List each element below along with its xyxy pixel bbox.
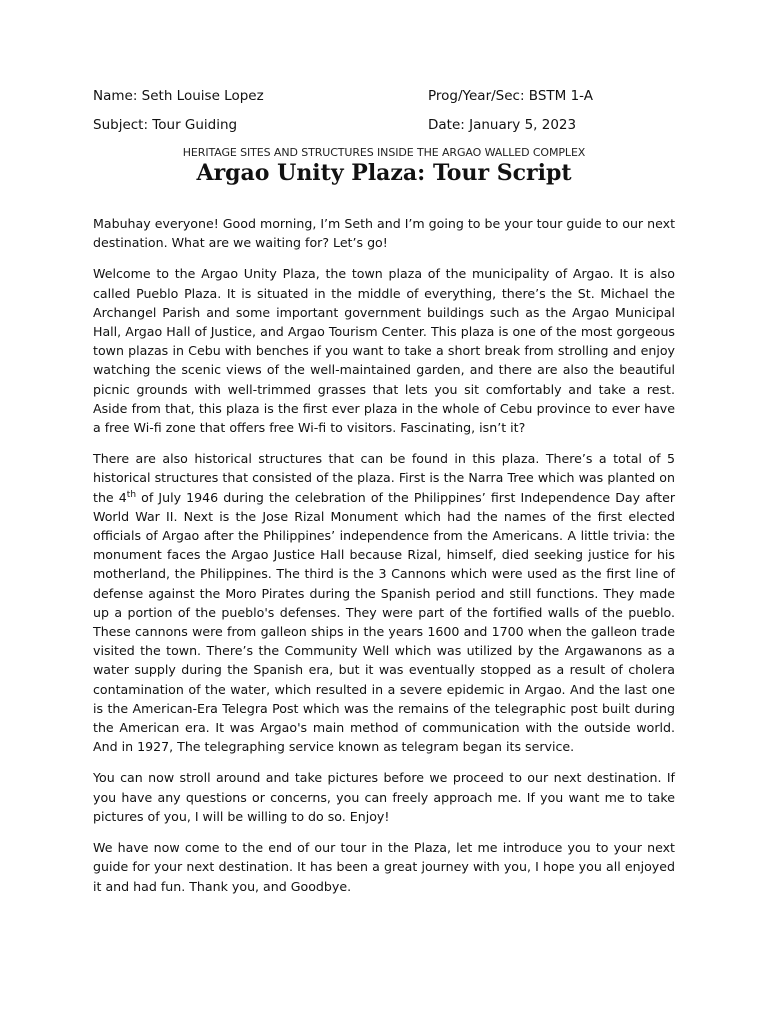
paragraph-historical-part2: of July 1946 during the celebration of the Philippines’ first Independence Day after World War II. Next is the Jose Rizal Monument which had the names of the first elected officials of Argao after the Philippines’ independence from the Americans. A little trivia: the monument faces the Argao Justice Hall because Rizal, himself, died seeking justice for his motherland, the Philippines. The third is the 3 Cannons which were used as the first line of defense against the Moro Pirates during the Spanish period and still functions. They made up a portion of the pueblo's defenses. They were part of the fortified walls of the pueblo. These cannons were from galleon ships in the years 1600 and 1700 when the galleon trade visited the town. There’s the Community Well which was utilized by the Argawanons as a water supply during the Spanish era, but it was eventually stopped as a result of cholera contamination of the water, which resulted in a severe epidemic in Argao. And the last one is the American-Era Telegra Post which was the remains of the telegraphic post built during the American era. It was Argao's main method of communication with the outside world. And in 1927, The telegraphing service known as telegram began its service.: [93, 489, 675, 755]
paragraph-closing: We have now come to the end of our tour in the Plaza, let me introduce you to your next guide for your next destination. It has been a great journey with you, I hope you all enjoyed it and had fun. Thank you, and Goodbye.: [93, 840, 675, 894]
ordinal-superscript: th: [126, 489, 137, 500]
program-year-section: Prog/Year/Sec: BSTM 1-A: [428, 88, 593, 104]
paragraph-historical-part1: There are also historical structures that can be found in this plaza. There’s a total of 5 historical structures that consisted of the plaza. First is the Narra Tree which was planted on the 4: [93, 451, 675, 505]
document-body: [93, 214, 675, 908]
student-name: Name: Seth Louise Lopez: [93, 88, 264, 104]
document-subtitle: HERITAGE SITES AND STRUCTURES INSIDE THE ARGAO WALLED COMPLEX: [182, 146, 586, 159]
paragraph-stroll: You can now stroll around and take pictures before we proceed to our next destination. If you have any questions or concerns, you can freely approach me. If you want me to take pictures of you, I will be willing to do so. Enjoy!: [93, 770, 675, 824]
paragraph-greeting: Mabuhay everyone! Good morning, I’m Seth and I’m going to be your tour guide to our next destination. What are we waiting for? Let’s go!: [93, 216, 676, 251]
document-title: Argao Unity Plaza: Tour Script: [196, 160, 572, 186]
date-line: Date: January 5, 2023: [428, 117, 577, 133]
subject-line: Subject: Tour Guiding: [93, 117, 238, 133]
paragraph-welcome: Welcome to the Argao Unity Plaza, the town plaza of the municipality of Argao. It is also called Pueblo Plaza. It is situated in the middle of everything, there’s the St. Michael the Archangel Parish and some important government buildings such as the Argao Municipal Hall, Argao Hall of Justice, and Argao Tourism Center. This plaza is one of the most gorgeous town plazas in Cebu with benches if you want to take a short break from strolling and enjoy watching the scenic views of the well-maintained garden, and there are also the beautiful picnic grounds with well-trimmed grasses that lets you sit comfortably and take a rest. Aside from that, this plaza is the first ever plaza in the whole of Cebu province to ever have a free Wi-fi zone that offers free Wi-fi to visitors. Fascinating, isn’t it?: [93, 266, 675, 436]
paragraph-historical-structures: [93, 449, 675, 756]
